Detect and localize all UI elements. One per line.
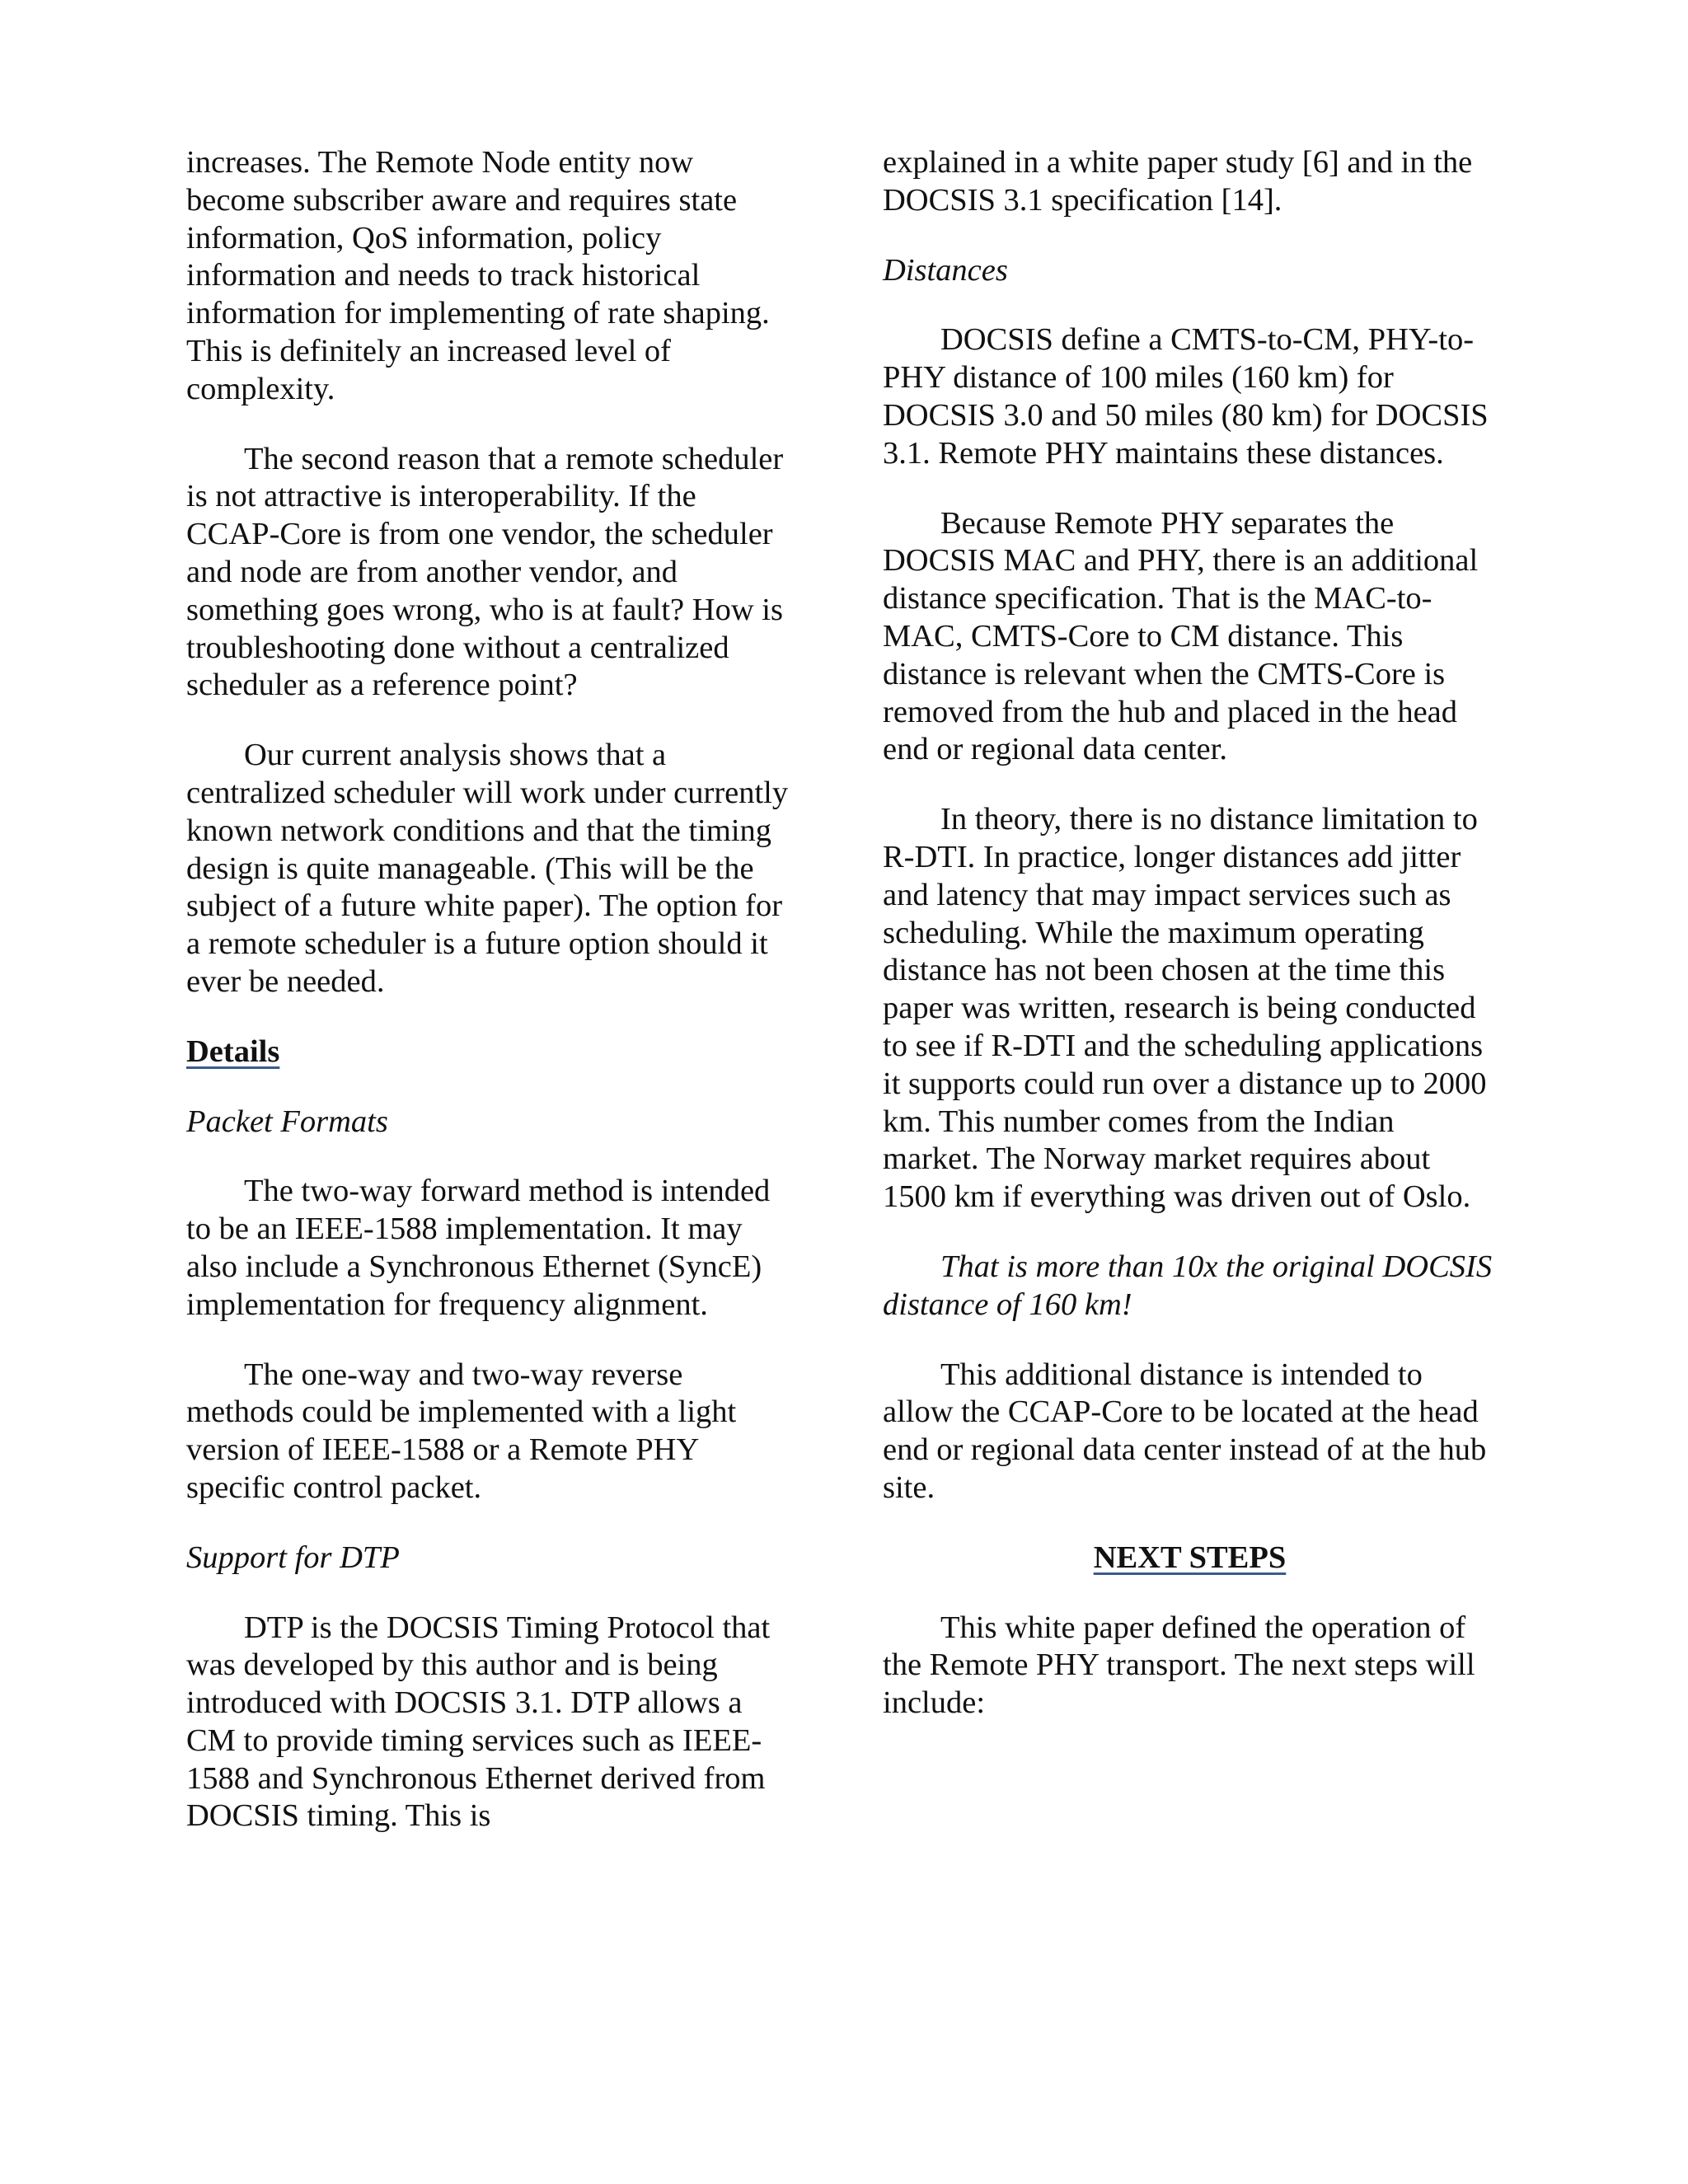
subheading-distances: Distances <box>883 252 1008 288</box>
paragraph-two-way-forward: The two-way forward method is intended to be an IEEE-1588 implementation. It may also include a Synchronous Ethernet (SyncE) implementation for frequency alignment. <box>186 1174 771 1322</box>
paragraph-docsis-distances: DOCSIS define a CMTS-to-CM, PHY-to-PHY distance of 100 miles (160 km) for DOCSIS 3.0 and 50 miles (80 km) for DOCSIS 3.1. Remote PHY maintains these distances. <box>883 322 1489 471</box>
section-heading-next-steps: NEXT STEPS <box>1093 1540 1287 1575</box>
paragraph-next-steps-intro: This white paper defined the operation of the Remote PHY transport. The next steps will include: <box>883 1610 1475 1721</box>
left-column <box>186 144 796 1868</box>
section-heading-details: Details <box>186 1033 280 1069</box>
paragraph-current-analysis: Our current analysis shows that a centralized scheduler will work under currently known network conditions and that the timing design is quite manageable. (This will be the subject of a future white paper). The option for a remote scheduler is a future option should it ever be needed. <box>186 738 789 999</box>
paragraph-r-dti-distance: In theory, there is no distance limitation to R-DTI. In practice, longer distances add jitter and latency that may impact services such as scheduling. While the maximum operating distance has not been chosen at the time this paper was written, research is being conducted to see if R-DTI and the scheduling applications it supports could run over a distance up to 2000 km. This number comes from the Indian market. The Norway market requires about 1500 km if everything was driven out of Oslo. <box>883 802 1487 1215</box>
subheading-packet-formats: Packet Formats <box>186 1104 388 1139</box>
paragraph-interoperability: The second reason that a remote scheduler is not attractive is interoperability. If the CCAP-Core is from one vendor, the scheduler and node are from another vendor, and something goes wrong, who is at fault? How is troubleshooting done without a centralized scheduler as a reference point? <box>186 441 784 703</box>
paragraph-remote-node-complexity: increases. The Remote Node entity now become subscriber aware and requires state information, QoS information, policy information and needs to track historical information for implementing of rate shaping. This is definitely an increased level of complexity. <box>186 145 770 406</box>
paragraph-additional-distance: This additional distance is intended to allow the CCAP-Core to be located at the head end or regional data center instead of at the hub site. <box>883 1357 1487 1505</box>
paragraph-callout-10x: That is more than 10x the original DOCSIS distance of 160 km! <box>883 1249 1493 1322</box>
paragraph-dtp: DTP is the DOCSIS Timing Protocol that was developed by this author and is being introduced with DOCSIS 3.1. DTP allows a CM to provide timing services such as IEEE-1588 and Synchronous Ethernet derived from DOCSIS timing. This is <box>186 1610 771 1834</box>
paragraph-one-way-reverse: The one-way and two-way reverse methods could be implemented with a light version of IEEE-1588 or a Remote PHY specific control packet. <box>186 1357 737 1505</box>
subheading-support-for-dtp: Support for DTP <box>186 1540 400 1575</box>
paragraph-mac-to-mac-distance: Because Remote PHY separates the DOCSIS MAC and PHY, there is an additional distance specification. That is the MAC-to-MAC, CMTS-Core to CM distance. This distance is relevant when the CMTS-Core is removed from the hub and placed in the head end or regional data center. <box>883 505 1479 767</box>
right-column <box>883 144 1497 1755</box>
paragraph-white-paper-reference: explained in a white paper study [6] and in the DOCSIS 3.1 specification [14]. <box>883 145 1473 218</box>
